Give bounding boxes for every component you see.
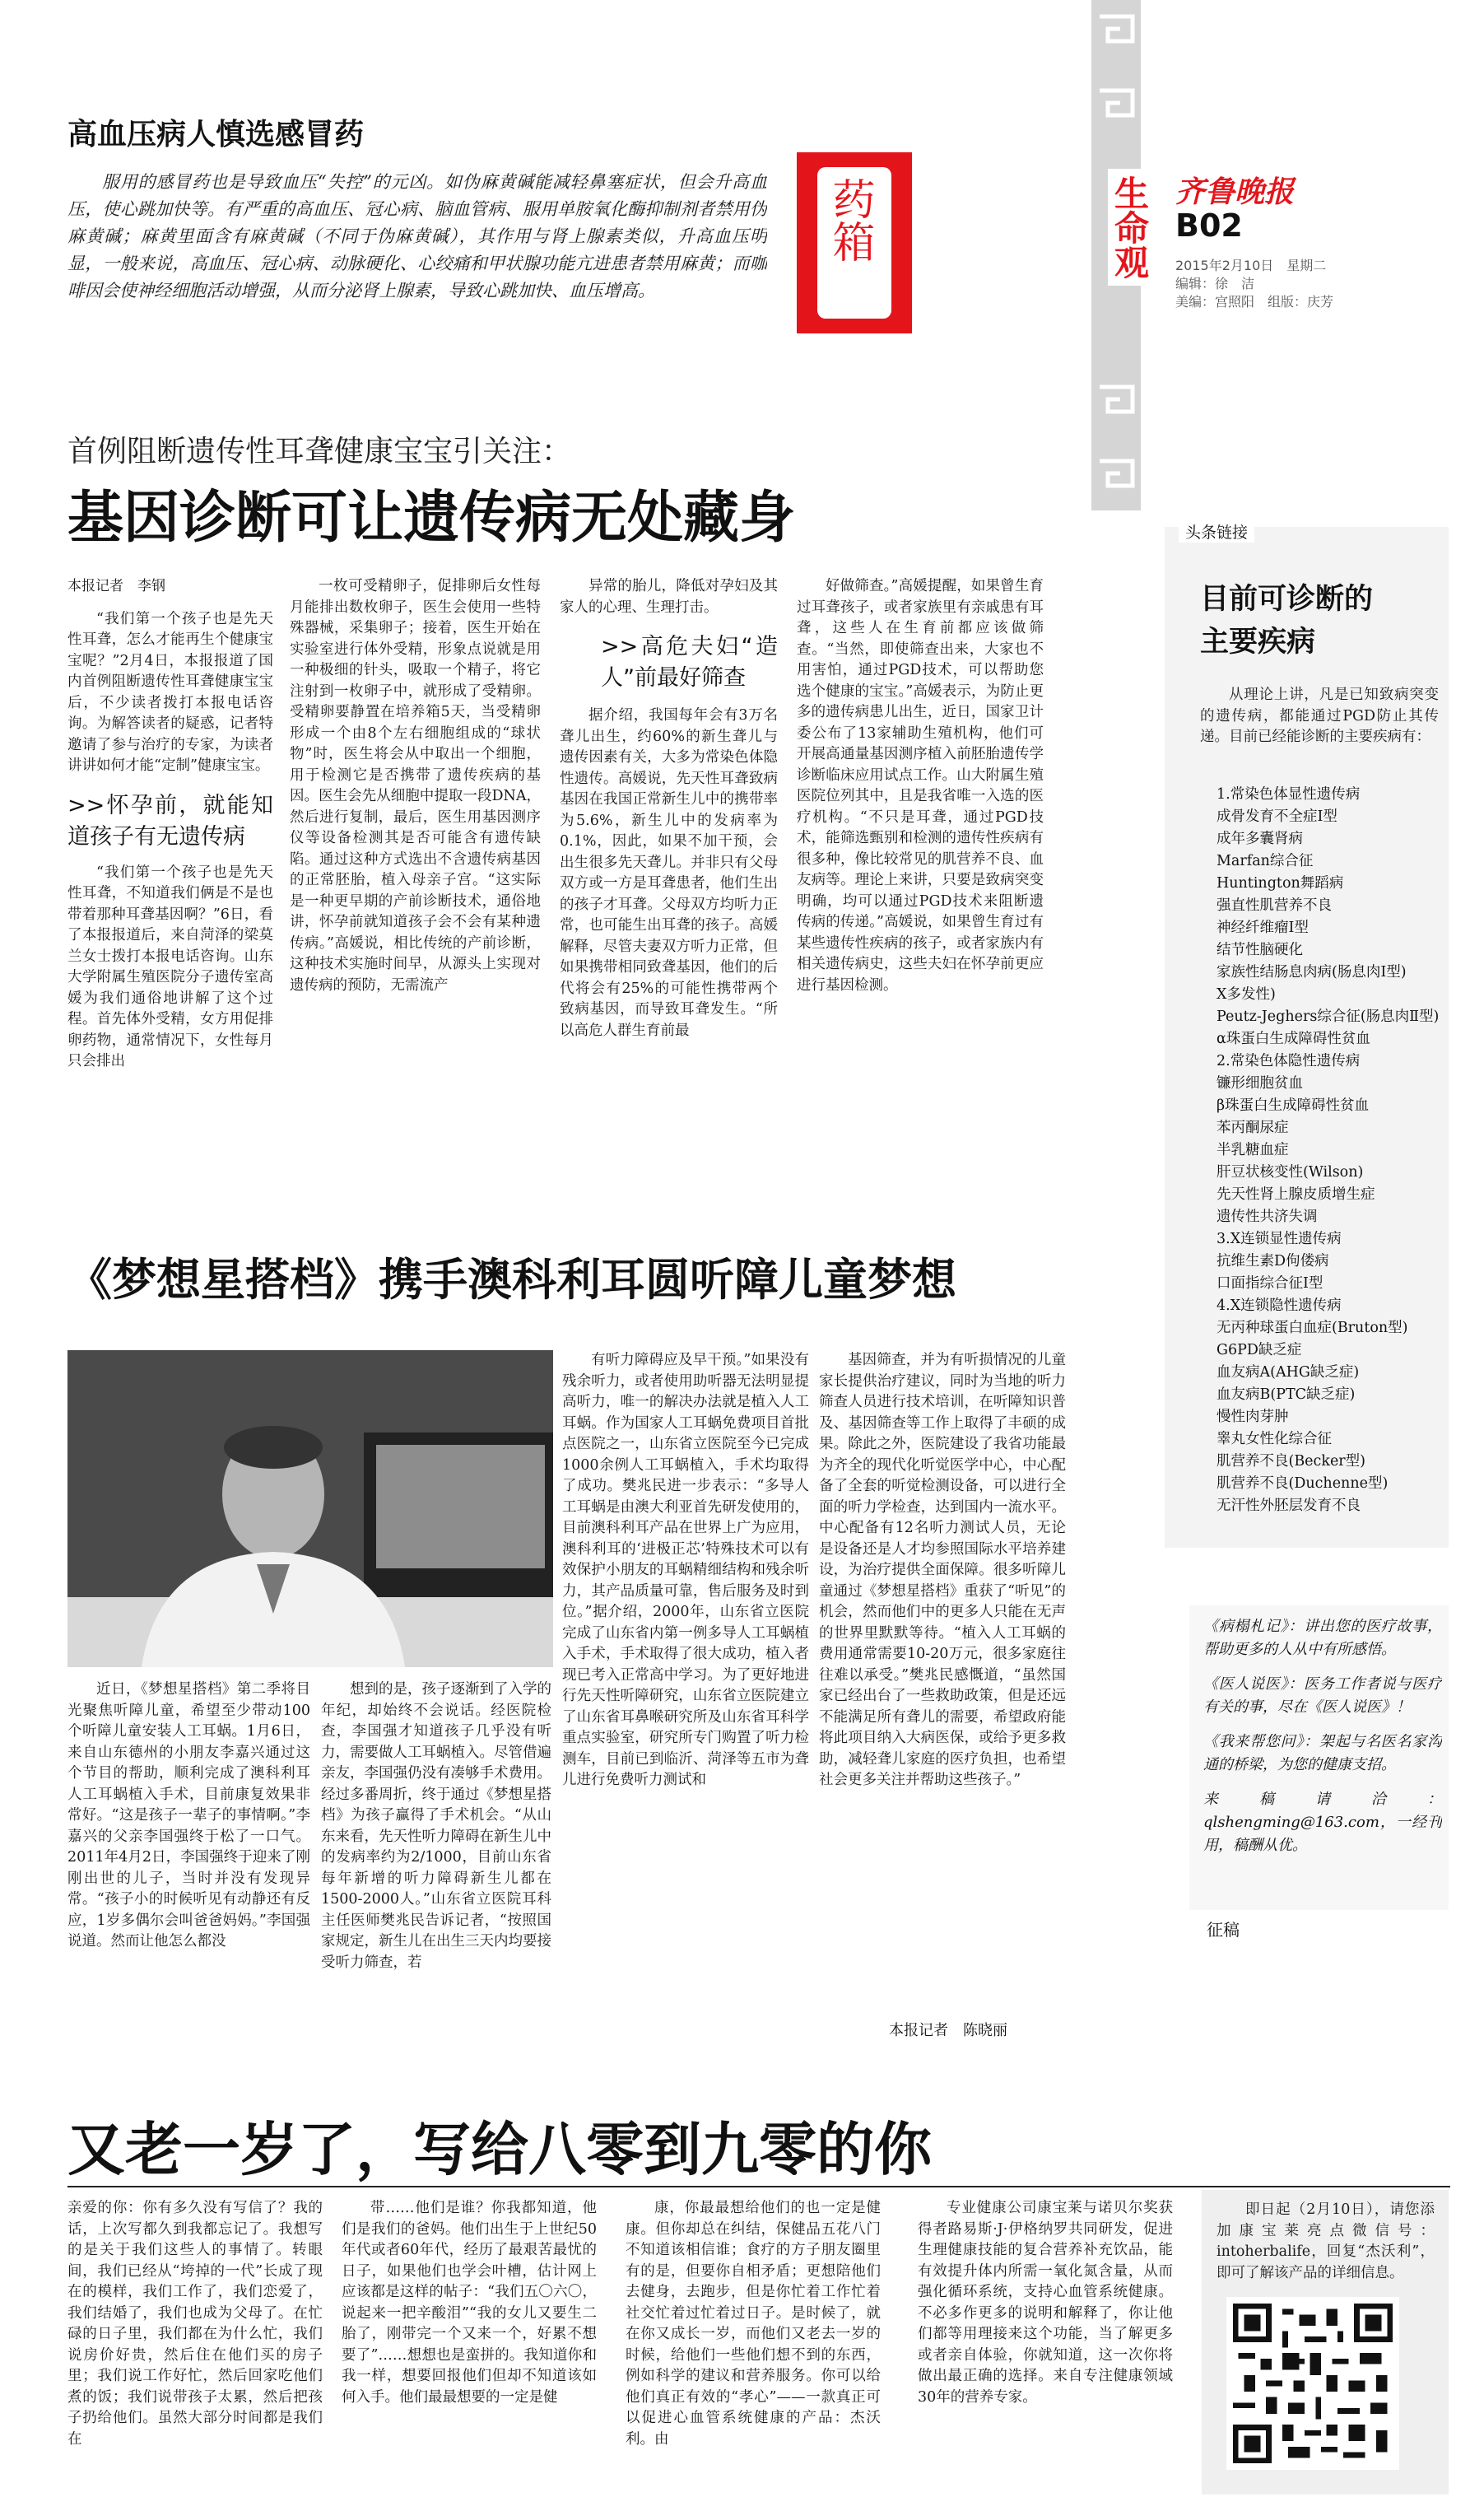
qr-code	[1226, 2297, 1399, 2470]
sidebar-tag: 头条链接	[1179, 520, 1254, 543]
masthead	[1085, 0, 1484, 510]
issue-date: 2015年2月10日 星期二	[1175, 258, 1327, 273]
disease-list-item: 强直性肌营养不良	[1217, 897, 1332, 914]
disease-list-item: Peutz-Jeghers综合征(肠息肉Ⅱ型)	[1217, 1009, 1440, 1025]
disease-list-item: 成骨发育不全症Ⅰ型	[1217, 808, 1337, 825]
article2-col2	[321, 1679, 551, 2042]
article2-col2-text: 想到的是，孩子逐渐到了入学的年纪，却始终不会说话。经医院检查，李国强才知道孩子几乎没有听力，需要做人工耳蜗植入。尽管借遍亲友，李国强仍没有凑够手术费用。经过多番周折，终于通过《梦想星搭档》为孩子赢得了手术机会。“从山东来看，先天性听力障碍在新生儿中的发病率约为2/1000，目前山东省每年新增的听力障碍新生儿都在1500-2000人。”山东省立医院耳科主任医师樊兆民告诉记者，“按照国家规定，新生儿在出生三天内均要接受听力筛查，若	[321, 1681, 551, 1971]
article3-col3	[626, 2198, 881, 2495]
article3-col2	[342, 2198, 597, 2495]
yaoxiang-badge-text: 药箱	[825, 177, 874, 263]
notice-footer: 征稿	[1202, 1917, 1244, 1940]
article1-col2-text: 一枚可受精卵子，促排卵后女性每月能排出数枚卵子，医生会使用一些特殊器械，采集卵子；接着，医生开始在实验室进行体外受精，形象点说就是用一种极细的针头，吸取一个精子，将它注射到一枚卵子中，就形成了受精卵。受精卵要静置在培养箱5天，当受精卵形成一个由8个左右细胞组成的“球状物”时，医生将会从中取出一个细胞，用于检测它是否携带了遗传疾病的基因。医生会先从细胞中提取一段DNA，然后进行复制，最后，医生用基因测序仪等设备检测其是否可能含有遗传缺陷。通过这种方式选出不含遗传病基因的正常胚胎，植入母亲子宫。“这实际是一种更早期的产前诊断技术，通俗地讲，怀孕前就知道孩子会不会有某种遗传病。”高媛说，相比传统的产前诊断，这种技术实施时间早，从源头上实现对遗传病的预防，无需流产	[290, 578, 541, 994]
article1-col1	[67, 576, 273, 1202]
article1-col4	[797, 576, 1044, 1202]
page-number: B02	[1175, 207, 1243, 244]
disease-list-item: 遗传性共济失调	[1217, 1209, 1318, 1225]
article1-byline: 本报记者 李钢	[67, 578, 165, 594]
disease-list-item: 3.X连锁显性遗传病	[1217, 1231, 1342, 1247]
disease-list-item: G6PD缺乏症	[1217, 1342, 1302, 1358]
disease-list-item: 1.常染色体显性遗传病	[1217, 786, 1361, 803]
disease-list-item: α珠蛋白生成障碍性贫血	[1217, 1031, 1370, 1047]
article2-col1	[67, 1679, 310, 2042]
notice-item: 《病榻札记》：讲出您的医疗故事，帮助更多的人从中有所感悟。	[1203, 1618, 1442, 1658]
disease-list-item: 半乳糖血症	[1217, 1142, 1289, 1158]
article1-kicker: 首例阻断遗传性耳聋健康宝宝引关注：	[67, 435, 572, 468]
article2-col4	[819, 1350, 1066, 2017]
disease-list-item: 无汗性外胚层发育不良	[1217, 1498, 1361, 1514]
disease-list-item: 先天性肾上腺皮质增生症	[1217, 1186, 1375, 1203]
notice-item: 来稿请洽：qlshengming@163.com，一经刊用，稿酬从优。	[1203, 1791, 1442, 1854]
article1-col3-body: 据介绍，我国每年会有3万名聋儿出生，约60%的新生聋儿与遗传因素有关，大多为常染色体隐性遗传。高媛说，先天性耳聋致病基因在我国正常新生儿中的携带率为5.6%，新生儿中的发病率为0.1%，因此，如果不加干预，会出生很多先天聋儿。并非只有父母双方或一方是耳聋患者，他们生出的孩子才耳聋。父母双方均听力正常，也可能生出耳聋的孩子。高媛解释，尽管夫妻双方听力正常，但如果携带相同致聋基因，他们的后代将会有25%的可能性携带两个致病基因，而导致耳聋发生。“所以高危人群生育前最	[560, 707, 778, 1039]
doctor-photo-illustration	[67, 1350, 553, 1667]
article3-col3-text: 康，你最最想给他们的也一定是健康。但你却总在纠结，保健品五花八门不知道该相信谁；食疗的方子朋友圈里有的是，但要你自相矛盾；更想陪他们去健身，去跑步，但是你忙着工作忙着社交忙着过忙着过日子。是时候了，就在你又成长一岁，而他们又老去一岁的时候，给他们一些他们想不到的东西，例如科学的建议和营养服务。你可以给他们真正有效的“孝心”——一款真正可以促进心血管系统健康的产品：杰沃利。由	[626, 2200, 881, 2448]
article1-col1-body: “我们第一个孩子也是先天性耳聋，不知道我们俩是不是也带着那种耳聋基因啊？”6日，看了本报报道后，来自菏泽的梁莫兰女士拨打本报电话咨询。山东大学附属生殖医院分子遗传室高媛为我们通俗地讲解了这个过程。首先体外受精，女方用促排卵药物，通常情况下，女性每月只会排出	[67, 864, 273, 1069]
doctor-photo	[67, 1350, 553, 1667]
disease-list-item: 镰形细胞贫血	[1217, 1075, 1303, 1092]
notice-item: 《医人说医》：医务工作者说与医疗有关的事，尽在《医人说医》！	[1203, 1675, 1442, 1716]
section-title: 生命观	[1108, 169, 1149, 286]
article1-col1-intro: “我们第一个孩子也是先天性耳聋，怎么才能再生个健康宝宝呢？”2月4日，本报报道了国内首例阻断遗传性耳聋健康宝宝后，不少读者拨打本报电话咨询。为解答读者的疑惑，记者特邀请了参与治疗的专家，为读者讲讲如何才能“定制”健康宝宝。	[67, 610, 273, 774]
article2-col3	[562, 1350, 809, 2042]
sidebar-intro-text: 从理论上讲，凡是已知致病突变的遗传病，都能通过PGD防止其传递。目前已经能诊断的主要疾病有：	[1200, 687, 1439, 745]
disease-list-item: 苯丙酮尿症	[1217, 1120, 1289, 1136]
disease-list-item: X多发性)	[1217, 986, 1276, 1003]
disease-list-item: 家族性结肠息肉病(肠息肉Ⅰ型)	[1217, 964, 1407, 981]
article3-col4-text: 专业健康公司康宝莱与诺贝尔奖获得者路易斯·J·伊格纳罗共同研发，促进生理健康技能的复合营养补充饮品，能有效提升体内所需一氧化氮含量，从而强化循环系统，支持心血管系统健康。不必多作更多的说明和解释了，你让他们都等用理接来这个功能，当了解更多或者亲自体验，你就知道，这一次你将做出最正确的选择。来自专注健康领域30年的营养专家。	[918, 2200, 1173, 2406]
sidebar-title-line1: 目前可诊断的	[1200, 583, 1374, 616]
disease-list-item: 2.常染色体隐性遗传病	[1217, 1053, 1361, 1069]
disease-list-item: 结节性脑硬化	[1217, 942, 1303, 958]
article3-col1-text: 亲爱的你：你有多久没有写信了？我的话，上次写都久到我都忘记了。我想写的是关于我们这些人的事情了。转眼间，我们已经从“垮掉的一代”长成了现在的模样，我们工作了，我们恋爱了，我们结婚了，我们也成为父母了。在忙碌的日子里，我们都在为什么忙，我们说房价好贵，然后住在他们买的房子里；我们说工作好忙，然后回家吃他们煮的饭；我们说带孩子太累，然后把孩子扔给他们。虽然大部分时间都是我们在	[67, 2200, 323, 2448]
disease-list-item: 血友病B(PTC缺乏症)	[1217, 1386, 1356, 1403]
yaoxiang-title: 高血压病人慎选感冒药	[67, 118, 365, 151]
disease-list-item: 睾丸女性化综合征	[1217, 1431, 1332, 1447]
disease-list-item: Huntington舞蹈病	[1217, 875, 1344, 892]
article1-subhead-2: >>高危夫妇“造人”前最好筛查	[601, 634, 778, 691]
design-credit: 美编：宫照阳 组版：庆芳	[1175, 294, 1334, 310]
article3-col5	[1217, 2200, 1435, 2290]
paper-logo: 齐鲁晚报	[1175, 175, 1295, 209]
disease-list-item: 慢性肉芽肿	[1217, 1409, 1289, 1425]
yaoxiang-body	[67, 169, 767, 399]
article3-col1	[67, 2198, 323, 2495]
article3-headline: 又老一岁了，写给八零到九零的你	[67, 2116, 932, 2183]
yaoxiang-badge	[797, 152, 912, 333]
disease-list-item: 成年多囊肾病	[1217, 831, 1303, 847]
article3-col5-text: 即日起（2月10日），请您添加康宝莱亮点微信号：intoherbalife，回复“杰沃利”，即可了解该产品的详细信息。	[1217, 2201, 1435, 2281]
disease-list	[1217, 784, 1443, 1525]
article1-col2	[290, 576, 541, 1202]
disease-list-item: 肌营养不良(Becker型)	[1217, 1453, 1365, 1470]
disease-list-item: 神经纤维瘤Ⅰ型	[1217, 920, 1309, 936]
notice-list	[1203, 1615, 1442, 1895]
article1-col3-top: 异常的胎儿，降低对孕妇及其家人的心理、生理打击。	[560, 578, 778, 616]
disease-list-item: 血友病A(AHG缺乏症)	[1217, 1364, 1360, 1381]
article1-col3	[560, 576, 778, 1202]
article3-col4	[918, 2198, 1173, 2495]
qr-code-icon	[1233, 2304, 1393, 2463]
article1-col4-text: 好做筛查。”高媛提醒，如果曾生育过耳聋孩子，或者家族里有亲戚患有耳聋，这些人在生育前都应该做筛查。“当然，即使筛查出来，大家也不用害怕，通过PGD技术，可以帮助您选个健康的宝宝。”高媛表示，为防止更多的遗传病患儿出生，近日，国家卫计委公布了13家辅助生殖机构，他们可开展高通量基因测序植入前胚胎遗传学诊断临床应用试点工作。山大附属生殖医院位列其中，且是我省唯一入选的医疗机构。“不只是耳聋，通过PGD技术，能筛选甄别和检测的遗传性疾病有很多种，像比较常见的肌营养不良、血友病等。理论上来讲，只要是致病突变明确，均可以通过PGD技术来阻断遗传病的传递。”高媛说，如果曾生育过有某些遗传性疾病的孩子，或者家族内有相关遗传病史，这些夫妇在怀孕前更应进行基因检测。	[797, 578, 1044, 994]
disease-list-item: β珠蛋白生成障碍性贫血	[1217, 1097, 1370, 1114]
sidebar-title-line2: 主要疾病	[1200, 626, 1316, 659]
disease-list-item: 无丙种球蛋白血症(Bruton型)	[1217, 1320, 1408, 1336]
sidebar-intro	[1200, 685, 1439, 780]
article2-byline: 本报记者 陈晓丽	[889, 2022, 1007, 2039]
disease-list-item: 肌营养不良(Duchenne型)	[1217, 1475, 1389, 1492]
article2-col3-text: 有听力障碍应及早干预。”如果没有残余听力，或者使用助听器无法明显提高听力，唯一的解决办法就是植入人工耳蜗。作为国家人工耳蜗免费项目首批点医院之一，山东省立医院至今已完成1000余例人工耳蜗植入，手术均取得了成功。樊兆民进一步表示：“多导人工耳蜗是由澳大利亚首先研发使用的，目前澳科利耳产品在世界上广为应用，澳科利耳的‘进极正芯’特殊技术可以有效保护小朋友的耳蜗精细结构和残余听力，其产品质量可靠，售后服务及时到位。”据介绍，2000年，山东省立医院完成了山东省内第一例多导人工耳蜗植入手术，手术取得了很大成功，植入者现已考入正常高中学习。为了更好地进行先天性听障研究，山东省立医院建立了山东省耳鼻喉研究所及山东省耳科学重点实验室，研究所专门购置了听力检测车，目前已到临沂、菏泽等五市为聋儿进行免费听力测试和	[562, 1352, 809, 1788]
yaoxiang-paragraph: 服用的感冒药也是导致血压“失控”的元凶。如伪麻黄碱能减轻鼻塞症状，但会升高血压，使心跳加快等。有严重的高血压、冠心病、脑血管病、服用单胺氧化酶抑制剂者禁用伪麻黄碱；麻黄里面含有麻黄碱（不同于伪麻黄碱），其作用与肾上腺素类似，升高血压明显，一般来说，高血压、冠心病、动脉硬化、心绞痛和甲状腺功能亢进患者禁用麻黄；而咖啡因会使神经细胞活动增强，从而分泌肾上腺素，导致心跳加快、血压增高。	[67, 172, 767, 300]
article3-rule	[67, 2186, 1450, 2187]
notice-item: 《我来帮您问》：架起与名医名家沟通的桥梁，为您的健康支招。	[1203, 1733, 1442, 1773]
article1-subhead-1: >>怀孕前，就能知道孩子有无遗传病	[67, 792, 273, 850]
article3-col2-text: 带……他们是谁？你我都知道，他们是我们的爸妈。他们出生于上世纪50年代或者60年代，经历了最艰苦最忧的日子，如果他们也学会叶槽，估计网上应该都是这样的帖子：“我们五〇六〇，说起来一把辛酸泪”“我的女儿又要生二胎了，刚带完一个又来一个，好累不想要了”……想想也是蛮拼的。我知道你和我一样，想要回报他们但却不知道该如何入手。他们最最想要的一定是健	[342, 2200, 597, 2406]
disease-list-item: 肝豆状核变性(Wilson)	[1217, 1164, 1364, 1181]
editor-credit: 编辑：徐 洁	[1175, 276, 1255, 291]
disease-list-item: 4.X连锁隐性遗传病	[1217, 1297, 1342, 1314]
article2-col4-text: 基因筛查，并为有听损情况的儿童家长提供治疗建议，同时为当地的听力筛查人员进行技术培训，在听障知识普及、基因筛查等工作上取得了丰硕的成果。除此之外，医院建设了我省功能最为齐全的现代化听觉医学中心，中心配备了全套的听觉检测设备，可以进行全面的听力学检查，达到国内一流水平。中心配备有12名听力测试人员，无论是设备还是人才均参照国际水平培养建设，为治疗提供全面保障。很多听障儿童通过《梦想星搭档》重获了“听见”的机会，然而他们中的更多人只能在无声的世界里默默等待。“植入人工耳蜗的费用通常需要10-20万元，很多家庭往往难以承受。”樊兆民感慨道，“虽然国家已经出台了一些救助政策，但是还远不能满足所有聋儿的需要，希望政府能将此项目纳入大病医保，或给予更多救助，减轻聋儿家庭的医疗负担，也希望社会更多关注并帮助这些孩子。”	[819, 1352, 1066, 1788]
article2-headline: 《梦想星搭档》携手澳科利耳圆听障儿童梦想	[67, 1254, 956, 1306]
disease-list-item: 口面指综合征Ⅰ型	[1217, 1275, 1324, 1292]
article1-headline: 基因诊断可让遗传病无处藏身	[67, 486, 796, 551]
disease-list-item: 抗维生素D佝偻病	[1217, 1253, 1329, 1269]
article2-col1-text: 近日，《梦想星搭档》第二季将目光聚焦听障儿童，希望至少带动100个听障儿童安装人工耳蜗。1月6日，来自山东德州的小朋友李嘉兴通过这个节目的帮助，顺利完成了澳科利耳人工耳蜗植入手术，目前康复效果非常好。“这是孩子一辈子的事情啊。”李嘉兴的父亲李国强终于松了一口气。2011年4月2日，李国强终于迎来了刚刚出世的儿子，当时并没有发现异常。“孩子小的时候听见有动静还有反应，1岁多偶尔会叫爸爸妈妈。”李国强说道。然而让他怎么都没	[67, 1681, 310, 1950]
disease-list-item: Marfan综合征	[1217, 853, 1314, 869]
